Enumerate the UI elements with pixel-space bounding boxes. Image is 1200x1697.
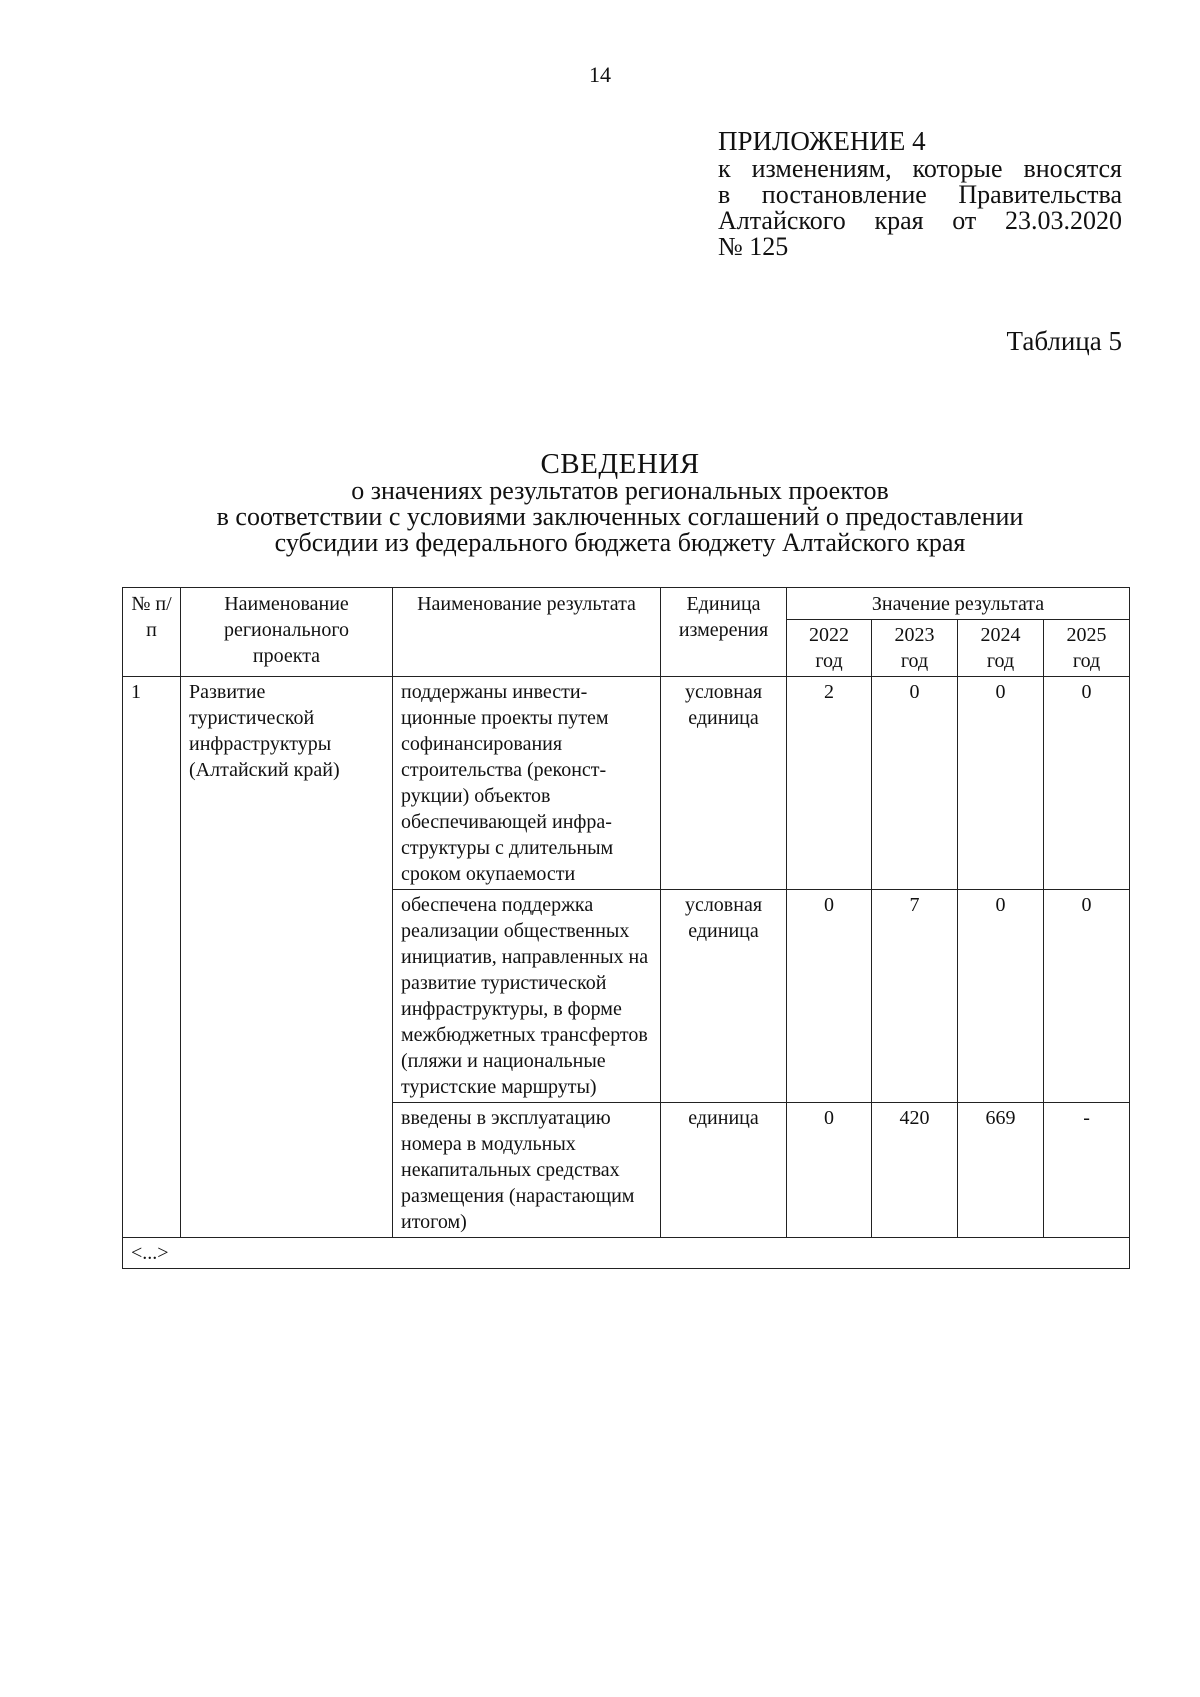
subtitle-line-3: субсидии из федерального бюджета бюджету Алтайского края — [274, 528, 966, 557]
value-2025: 0 — [1044, 890, 1130, 1103]
page-number: 14 — [589, 62, 611, 87]
value-2023: 7 — [872, 890, 958, 1103]
value-2024: 0 — [958, 677, 1044, 890]
footer-row — [123, 1238, 1130, 1269]
header-year-2024: 2024 год — [958, 620, 1044, 677]
table-label: Таблица 5 — [1006, 326, 1122, 356]
results-table — [122, 587, 1130, 1269]
appendix-block — [718, 128, 1122, 260]
value-2022: 2 — [787, 677, 872, 890]
value-2023: 0 — [872, 677, 958, 890]
value-2022: 0 — [787, 890, 872, 1103]
value-2024: 0 — [958, 890, 1044, 1103]
header-num: № п/п — [123, 588, 181, 677]
header-year-2023: 2023 год — [872, 620, 958, 677]
header-year-2022: 2022 год — [787, 620, 872, 677]
appendix-title: ПРИЛОЖЕНИЕ 4 — [718, 126, 926, 156]
row-number: 1 — [123, 677, 181, 1238]
result-name: введены в эксплуатацию номера в модульных некапитальных средствах размещения (нарастающим итогом) — [393, 1103, 661, 1238]
result-name: обеспечена поддержка реализации общественных инициатив, направленных на развитие туристической инфраструктуры, в форме межбюджетных трансфертов (пляжи и национальные туристские маршруты) — [393, 890, 661, 1103]
unit-cell: единица — [661, 1103, 787, 1238]
project-name: Развитие туристической инфраструктуры (Алтайский край) — [181, 677, 393, 1238]
appendix-line-3: Алтайского края от 23.03.2020 — [718, 206, 1122, 235]
header-value: Значение результата — [787, 588, 1130, 620]
result-name: поддержаны инвести-ционные проекты путем софинансирования строительства (реконст-рукции) объектов обеспечивающей инфра-структуры с длительным сроком окупаемости — [393, 677, 661, 890]
value-2023: 420 — [872, 1103, 958, 1238]
unit-cell: условная единица — [661, 890, 787, 1103]
header-unit: Единица измерения — [661, 588, 787, 677]
header-project: Наименование регионального проекта — [181, 588, 393, 677]
unit-cell: условная единица — [661, 677, 787, 890]
table-footer: <...> — [123, 1238, 1130, 1269]
appendix-line-2: в постановление Правительства — [718, 180, 1122, 209]
appendix-line-4: № 125 — [718, 232, 789, 261]
header-year-2025: 2025 год — [1044, 620, 1130, 677]
subtitle-line-2: в соответствии с условиями заключенных соглашений о предоставлении — [216, 502, 1024, 531]
value-2024: 669 — [958, 1103, 1044, 1238]
document-title: СВЕДЕНИЯ — [540, 448, 700, 480]
value-2022: 0 — [787, 1103, 872, 1238]
value-2025: - — [1044, 1103, 1130, 1238]
appendix-line-1: к изменениям, которые вносятся — [718, 154, 1122, 183]
value-2025: 0 — [1044, 677, 1130, 890]
table-row — [123, 677, 1130, 890]
header-result: Наименование результата — [393, 588, 661, 677]
document-subtitle — [180, 478, 1060, 556]
subtitle-line-1: о значениях результатов региональных проектов — [351, 476, 889, 505]
header-row — [123, 588, 1130, 620]
